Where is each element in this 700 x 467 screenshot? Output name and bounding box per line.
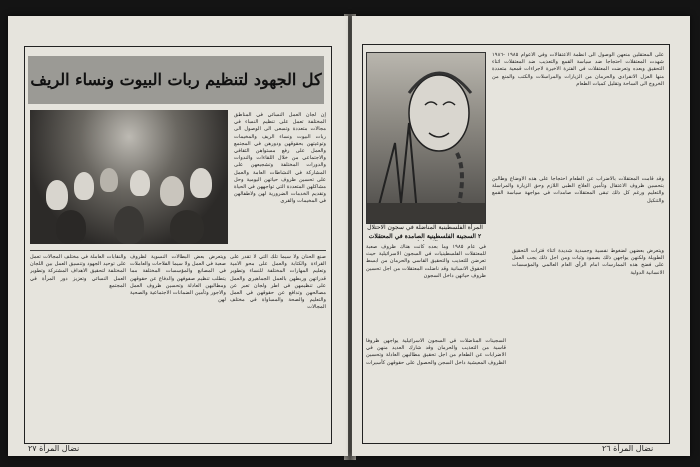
page-footer-right: نضال المرأة ٢٦: [602, 444, 654, 453]
article-column-middle: في عام ١٩٨٥ وما بعده كانت هناك ظروف صعبة للمعتقلات الفلسطينيات في السجون الاسرائيلية حيث تعرضن للتعذيب والتحقيق القاسي والحرمان من ابسط الحقوق الانسانية وقد ناضلت المعتقلات من اجل تحسين ظروف حياتهن داخل السجون: [366, 244, 486, 279]
prisoner-drawing-icon: [367, 53, 485, 223]
photo-caption-2: ٢ السجينة الفلسطينية الصامدة في المعتقلات: [368, 233, 482, 240]
left-page: [8, 16, 348, 456]
article-column-right: إن لجان العمل النسائي في المناطق المختلفة تعمل على تنظيم النساء في مجالات متعددة وتسعى الى الوصول الى ربات البيوت ونساء الريف والمخيمات وتوعيتهن بحقوقهن ودورهن في المجتمع والعمل على رفع مستواهن الثقافي والاجتماعي من خلال اللقاءات والندوات والدورات المختلفة وتشجيعهن على المشاركة في النشاطات العامة والعمل على تحسين ظروف حياتهن اليومية وحل مشاكلهن المتعددة التي تواجههن في الحياة وتقديم الخدمات الضرورية لهن ولاطفالهن في المخيمات والقرى: [234, 112, 326, 205]
right-page: [352, 16, 690, 456]
women-meeting-photo: [30, 110, 228, 244]
article-column-bottom-right: صنع الحنان ولا سيما تلك التي لا تقدر على القراءة والكتابة والعمل على محو الامية وتعليم المهارات المختلفة للنساء وتطوير قدراتهن وربطهن بالعمل الجماهيري والعمل على تنظيمهن في اطر ولجان تعبر عن مصالحهن وتدافع عن حقوقهن في العمل والتعليم والصحة والمساواة في مختلف المجالات: [230, 254, 326, 311]
article-column-mid-right: وقد قامت المعتقلات بالاضراب عن الطعام احتجاجا على هذه الاوضاع وطالبن بتحسين ظروف الاعتقال وتأمين العلاج الطبي اللازم وحق الزيارة والمراسلة والتعليم ورغم كل ذلك تبقى المعتقلات صامدات في مواجهة سياسة القمع والتنكيل: [492, 176, 664, 204]
article-column-bottom-left: والنقابات العاملة في مختلف المجالات تعمل على توحيد الجهود وتنسيق العمل بين اللجان المختلفة لتحقيق الاهداف المشتركة وتطوير العمل النسائي وتعزيز دور المرأة في المجتمع: [30, 254, 126, 289]
prisoner-illustration: [366, 52, 486, 224]
article-headline: كل الجهود لتنظيم ربات البيوت ونساء الريف: [28, 56, 324, 104]
article-column-bottom-middle: ويتعرض بعض البطالات النسوية لظروف صعبة في العمل ولا سيما الفلاحات والعاملات في المصانع والمؤسسات المختلفة مما يتطلب تنظيم صفوفهن والدفاع عن حقوقهن ومطالبهن العادلة وتحسين ظروف العمل والاجور وتأمين الضمانات الاجتماعية والصحية لهن: [130, 254, 226, 304]
article-column-bottom: السجينات المناضلات في السجون الاسرائيلية يواجهن ظروفا قاسية من التعذيب والحرمان وقد شارك العديد منهن في الاضرابات عن الطعام من اجل تحقيق مطالبهن العادلة وتحسين الظروف المعيشية داخل السجن والحصول على حقوقهن كأسيرات: [366, 338, 506, 366]
section-divider: [30, 250, 326, 251]
article-column-bottom-left: ويتعرض بعضهن لضغوط نفسية وجسدية شديدة اثناء فترات التحقيق الطويلة ولكنهن يواجهن ذلك بصمود وثبات ومن اجل ذلك يجب العمل على فضح هذه الممارسات امام الرأي العام العالمي والمؤسسات الانسانية الدولية: [512, 248, 664, 276]
photo-caption-1: المرأة الفلسطينية المناضلة في سجون الاحتلال: [367, 224, 483, 231]
article-column-top-right: على المعتقلين منعهن الوصول الى انظمة الاعتقالات وفي الاعوام ١٩٨٥ -١٩٨٦ شهدت المعتقلات احتجاجا ضد سياسة القمع والتعذيب ضد المعتقلات اثناء التحقيق وبعده وتعرضت المعتقلات في الفترة الاخيرة لاجراءات قمعية متعددة منها العزل الانفرادي والحرمان من الزيارات والمراسلات والكتب والمنع من الخروج الى الساحة وتقليل كميات الطعام: [492, 52, 664, 87]
page-footer-left: نضال المرأة ٢٧: [28, 444, 80, 453]
